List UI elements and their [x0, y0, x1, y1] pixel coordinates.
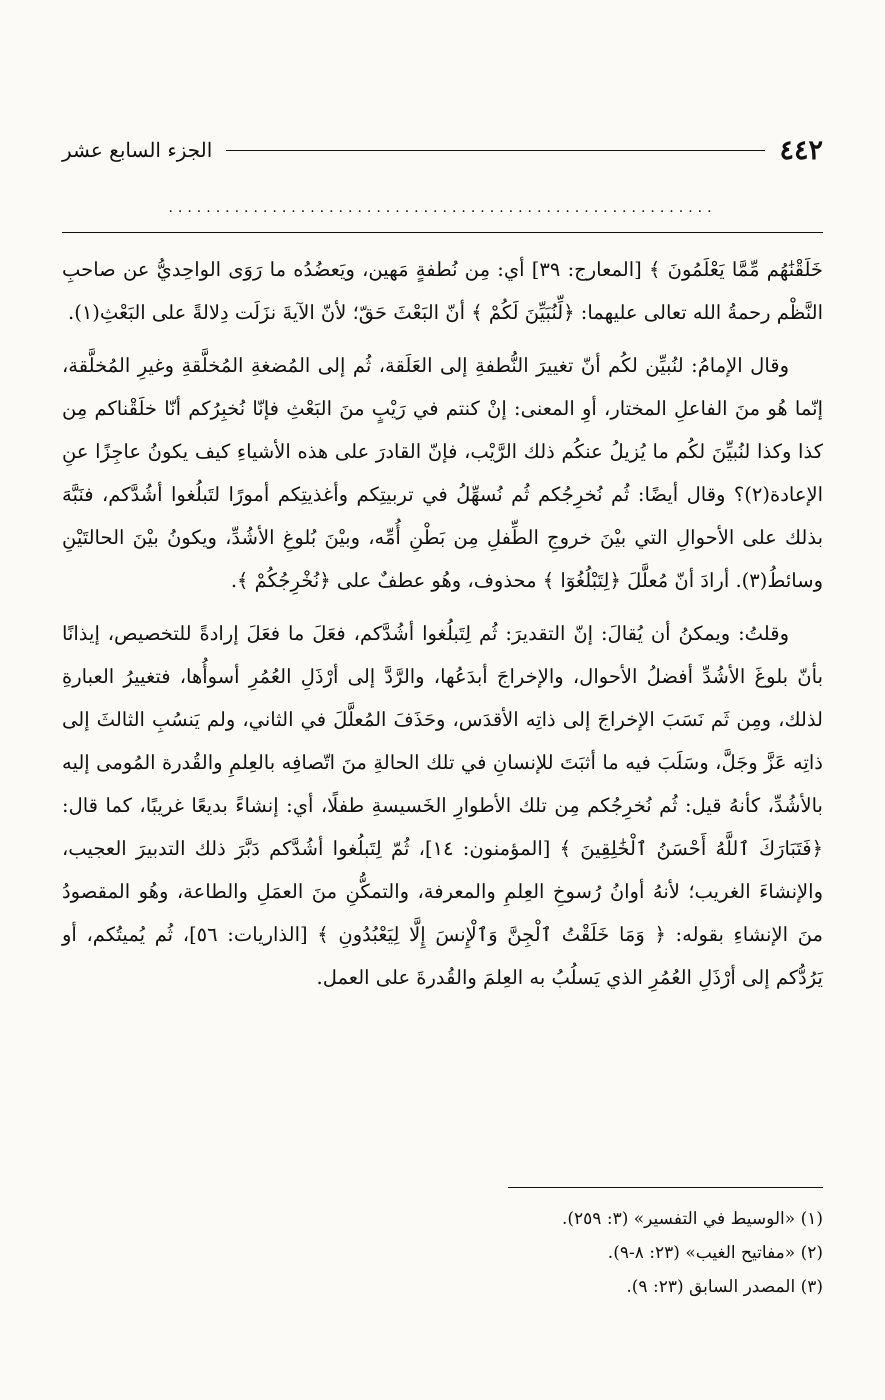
footnotes — [62, 1202, 823, 1304]
header-rule — [226, 150, 765, 151]
footnote-3: (٣) المصدر السابق (٢٣: ٩). — [626, 1277, 823, 1297]
main-text — [62, 248, 823, 1009]
paragraph-2: وقال الإمامُ: لنُبيِّن لكُم أنّ تغييرَ النُّطفةِ إلى العَلَقة، ثُم إلى المُضغةِ المُخلَّقةِ وغيرِ المُخلَّقة، إنّما هُو منَ الفاعلِ المختار، أوِ المعنى: إنْ كنتم في رَيْبٍ منَ البَعْثِ فإنّا نُخبِرُكم أنّا خلَقْناكم مِن كذا وكذا لنُبيِّنَ لكُم ما يُزيلُ عنكُم ذلك الرَّيْب، فإنّ القادرَ على هذه الأشياءِ كيف يكونُ عاجِزًا عنِ الإعادة(٢)؟ وقال أيضًا: ثُم نُخرِجُكم ثُم نُسهِّلُ في تربيتِكم وأغذيتِكم أمورًا لتَبلُغوا أشُدَّكم، فنَبَّهَ بذلك على الأحوالِ التي بيْنَ خروجِ الطِّفلِ مِن بَطْنِ أُمِّه، وبيْنَ بُلوغِ الأشُدِّ، ويكونُ بيْنَ الحالتَيْنِ وسائطُ(٣). أرادَ أنّ مُعلَّلَ ﴿لِتَبْلُغُوٓا ﴾ محذوف، وهُو عطفٌ على ﴿نُخْرِجُكُمْ ﴾. — [62, 354, 823, 592]
paragraph-1: خَلَقْنَٰهُم مِّمَّا يَعْلَمُونَ ﴾ [المعارج: ٣٩] أي: مِن نُطفةٍ مَهين، ويَعضُدُه ما رَوَى الواحِديُّ عن صاحبِ النَّظْم رحمةُ الله تعالى عليهما: ﴿لِّنُبَيِّنَ لَكُمْ ﴾ أنّ البَعْثَ حَقّ؛ لأنّ الآيةَ نزَلَت دِلالةً على البَعْثِ(١). — [62, 258, 823, 324]
page-header — [62, 130, 823, 170]
footnote-2: (٢) «مفاتيح الغيب» (٢٣: ٨-٩). — [607, 1243, 823, 1263]
dotted-separator: .......................................................... — [168, 200, 717, 216]
page-number: ٤٤٢ — [779, 134, 823, 166]
text-top-rule — [62, 232, 823, 233]
paragraph-3: وقلتُ: ويمكنُ أن يُقالَ: إنّ التقديرَ: ثُم لِتَبلُغوا أشُدَّكم، فعَلَ ما فعَلَ إرادةً للتخصيص، إيذانًا بأنّ بلوغَ الأشُدِّ أفضلُ الأحوال، والإخراجَ أبدَعُها، والرَّدَّ إلى أرْذَلِ العُمُرِ أسوأُها، فتغييرُ العبارةِ لذلك، ومِن ثَم نَسَبَ الإخراجَ إلى ذاتِه الأقدَس، وحَذَفَ المُعلَّلَ في الثاني، ولم يَنسُبِ الثالثَ إلى ذاتِه عَزَّ وجَلَّ، وسَلَبَ فيه ما أثبَتَ للإنسانِ في تلك الحالةِ منَ اتّصافِه بالعِلمِ والقُدرة المُومى إليه بالأشُدِّ، كأنهُ قيل: ثُم نُخرِجُكم مِن تلك الأطوارِ الخَسيسةِ طفلًا، أي: إنشاءً بديعًا غريبًا، كما قال: ﴿فَتَبَارَكَ ٱللَّهُ أَحْسَنُ ٱلْخَٰلِقِينَ ﴾ [المؤمنون: ١٤]، ثُمّ لِتَبلُغوا أشُدَّكم دَبَّرَ ذلك التدبيرَ العجيب، والإنشاءَ الغريب؛ لأنهُ أوانُ رُسوخِ العِلمِ والمعرفة، والتمكُّنِ منَ العمَلِ والطاعة، وهُو المقصودُ منَ الإنشاءِ بقوله: ﴿ وَمَا خَلَقْتُ ٱلْجِنَّ وَٱلْإِنسَ إِلَّا لِيَعْبُدُونِ ﴾ [الذاريات: ٥٦]، ثُم يُميتُكم، أو يَرُدُّكم إلى أرْذَلِ العُمُرِ الذي يَسلُبُ به العِلمَ والقُدرةَ على العمل. — [62, 622, 824, 989]
footnote-rule — [508, 1187, 823, 1188]
running-title: الجزء السابع عشر — [62, 138, 213, 162]
footnote-1: (١) «الوسيط في التفسير» (٣: ٢٥٩). — [562, 1209, 823, 1229]
